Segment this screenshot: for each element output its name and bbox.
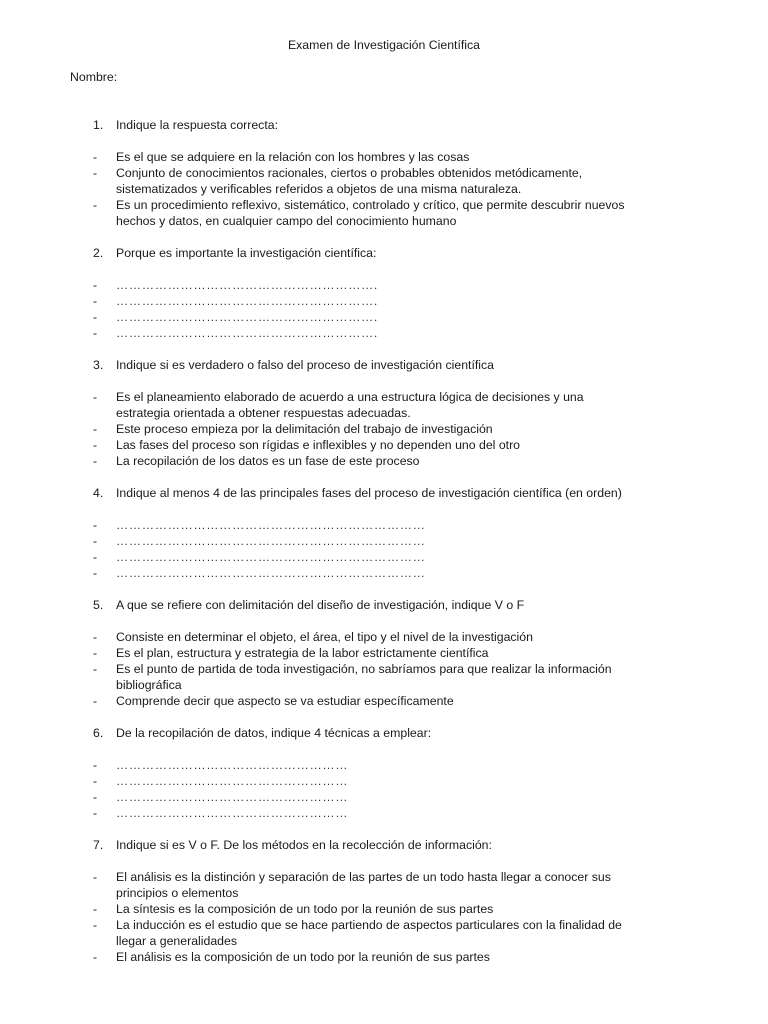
item-text: Es el punto de partida de toda investigación, no sabríamos para que realizar la información bibliográfica — [116, 662, 612, 692]
list-item — [70, 517, 728, 533]
item-text: Es el que se adquiere en la relación con los hombres y las cosas — [116, 150, 470, 164]
answer-blank: ……………………………………………………………… — [116, 566, 426, 580]
question-number: 1. — [93, 118, 104, 132]
bullet-dash: - — [93, 950, 98, 964]
bullet-dash: - — [93, 870, 98, 884]
item-text: Comprende decir que aspecto se va estudiar específicamente — [116, 694, 454, 708]
list-item — [70, 693, 728, 709]
list-item — [70, 645, 728, 661]
questions-list — [70, 117, 728, 965]
item-text: El análisis es la distinción y separación de las partes de un todo hasta llegar a conocer sus principios o elementos — [116, 870, 611, 900]
question-7 — [70, 837, 728, 965]
item-text: Las fases del proceso son rígidas e inflexibles y no dependen uno del otro — [116, 438, 521, 452]
list-item — [70, 421, 728, 437]
question-1 — [70, 117, 728, 229]
list-item — [70, 949, 728, 965]
question-number: 6. — [93, 726, 104, 740]
question-prompt: De la recopilación de datos, indique 4 técnicas a emplear: — [116, 726, 432, 740]
list-item — [70, 277, 728, 293]
list-item — [70, 565, 728, 581]
question-prompt: Indique la respuesta correcta: — [116, 118, 279, 132]
bullet-dash: - — [93, 790, 98, 804]
list-item — [70, 805, 728, 821]
item-text: La síntesis es la composición de un todo por la reunión de sus partes — [116, 902, 494, 916]
bullet-dash: - — [93, 806, 98, 820]
bullet-dash: - — [93, 566, 98, 580]
bullet-dash: - — [93, 422, 98, 436]
bullet-dash: - — [93, 438, 98, 452]
bullet-dash: - — [93, 326, 98, 340]
bullet-dash: - — [93, 198, 98, 212]
question-4 — [70, 485, 728, 581]
list-item — [70, 773, 728, 789]
answer-blank: ……………………………………………………. — [116, 278, 378, 292]
answer-blank: ……………………………………………………. — [116, 310, 378, 324]
list-item — [70, 293, 728, 309]
item-text: La inducción es el estudio que se hace partiendo de aspectos particulares con la finalidad de llegar a generalidades — [116, 918, 622, 948]
answer-blank: ……………………………………………………………… — [116, 550, 426, 564]
question-header — [70, 357, 728, 373]
list-item — [70, 165, 728, 197]
list-item — [70, 437, 728, 453]
bullet-dash: - — [93, 758, 98, 772]
bullet-dash: - — [93, 310, 98, 324]
question-2 — [70, 245, 728, 341]
list-item — [70, 325, 728, 341]
question-header — [70, 485, 728, 501]
answer-blank: ……………………………………………… — [116, 806, 349, 820]
item-text: Es un procedimiento reflexivo, sistemático, controlado y crítico, que permite descubrir nuevos hechos y datos, en cualquier campo del conocimiento humano — [116, 198, 625, 228]
answer-blank: ……………………………………………………. — [116, 294, 378, 308]
item-text: La recopilación de los datos es un fase de este proceso — [116, 454, 420, 468]
question-items — [70, 629, 728, 709]
bullet-dash: - — [93, 534, 98, 548]
question-items — [70, 389, 728, 469]
list-item — [70, 661, 728, 693]
question-6 — [70, 725, 728, 821]
question-header — [70, 725, 728, 741]
bullet-dash: - — [93, 390, 98, 404]
question-header — [70, 837, 728, 853]
answer-blank: ……………………………………………………………… — [116, 534, 426, 548]
bullet-dash: - — [93, 662, 98, 676]
bullet-dash: - — [93, 166, 98, 180]
item-text: Consiste en determinar el objeto, el área, el tipo y el nivel de la investigación — [116, 630, 533, 644]
bullet-dash: - — [93, 918, 98, 932]
list-item — [70, 789, 728, 805]
name-label: Nombre: — [70, 70, 118, 84]
question-items — [70, 869, 728, 965]
question-3 — [70, 357, 728, 469]
question-header — [70, 597, 728, 613]
document-title: Examen de Investigación Científica — [287, 38, 481, 52]
list-item — [70, 389, 728, 421]
question-items — [70, 757, 728, 821]
answer-blank: ……………………………………………………. — [116, 326, 378, 340]
list-item — [70, 149, 728, 165]
question-items — [70, 517, 728, 581]
question-prompt: A que se refiere con delimitación del diseño de investigación, indique V o F — [116, 598, 525, 612]
list-item — [70, 869, 728, 901]
bullet-dash: - — [93, 902, 98, 916]
list-item — [70, 549, 728, 565]
question-prompt: Indique al menos 4 de las principales fases del proceso de investigación científica (en orden) — [116, 486, 622, 500]
question-prompt: Porque es importante la investigación científica: — [116, 246, 377, 260]
item-text: Conjunto de conocimientos racionales, ciertos o probables obtenidos metódicamente, sistematizados y verificables referidos a objetos de una misma naturaleza. — [116, 166, 583, 196]
list-item — [70, 197, 728, 229]
list-item — [70, 533, 728, 549]
question-number: 4. — [93, 486, 104, 500]
question-number: 5. — [93, 598, 104, 612]
question-items — [70, 277, 728, 341]
item-text: Este proceso empieza por la delimitación del trabajo de investigación — [116, 422, 493, 436]
item-text: Es el planeamiento elaborado de acuerdo a una estructura lógica de decisiones y una estrategia orientada a obtener respuestas adecuadas. — [116, 390, 584, 420]
bullet-dash: - — [93, 150, 98, 164]
list-item — [70, 453, 728, 469]
question-number: 3. — [93, 358, 104, 372]
question-header — [70, 117, 728, 133]
answer-blank: ……………………………………………… — [116, 758, 349, 772]
answer-blank: ……………………………………………… — [116, 774, 349, 788]
bullet-dash: - — [93, 646, 98, 660]
list-item — [70, 757, 728, 773]
bullet-dash: - — [93, 550, 98, 564]
question-5 — [70, 597, 728, 709]
bullet-dash: - — [93, 630, 98, 644]
bullet-dash: - — [93, 454, 98, 468]
list-item — [70, 629, 728, 645]
question-number: 7. — [93, 838, 104, 852]
answer-blank: ……………………………………………………………… — [116, 518, 426, 532]
question-prompt: Indique si es V o F. De los métodos en la recolección de información: — [116, 838, 492, 852]
question-items — [70, 149, 728, 229]
bullet-dash: - — [93, 774, 98, 788]
bullet-dash: - — [93, 278, 98, 292]
answer-blank: ……………………………………………… — [116, 790, 349, 804]
list-item — [70, 917, 728, 949]
question-prompt: Indique si es verdadero o falso del proceso de investigación científica — [116, 358, 495, 372]
list-item — [70, 309, 728, 325]
question-header — [70, 245, 728, 261]
list-item — [70, 901, 728, 917]
item-text: Es el plan, estructura y estrategia de la labor estrictamente científica — [116, 646, 489, 660]
bullet-dash: - — [93, 294, 98, 308]
item-text: El análisis es la composición de un todo por la reunión de sus partes — [116, 950, 490, 964]
bullet-dash: - — [93, 518, 98, 532]
question-number: 2. — [93, 246, 104, 260]
bullet-dash: - — [93, 694, 98, 708]
